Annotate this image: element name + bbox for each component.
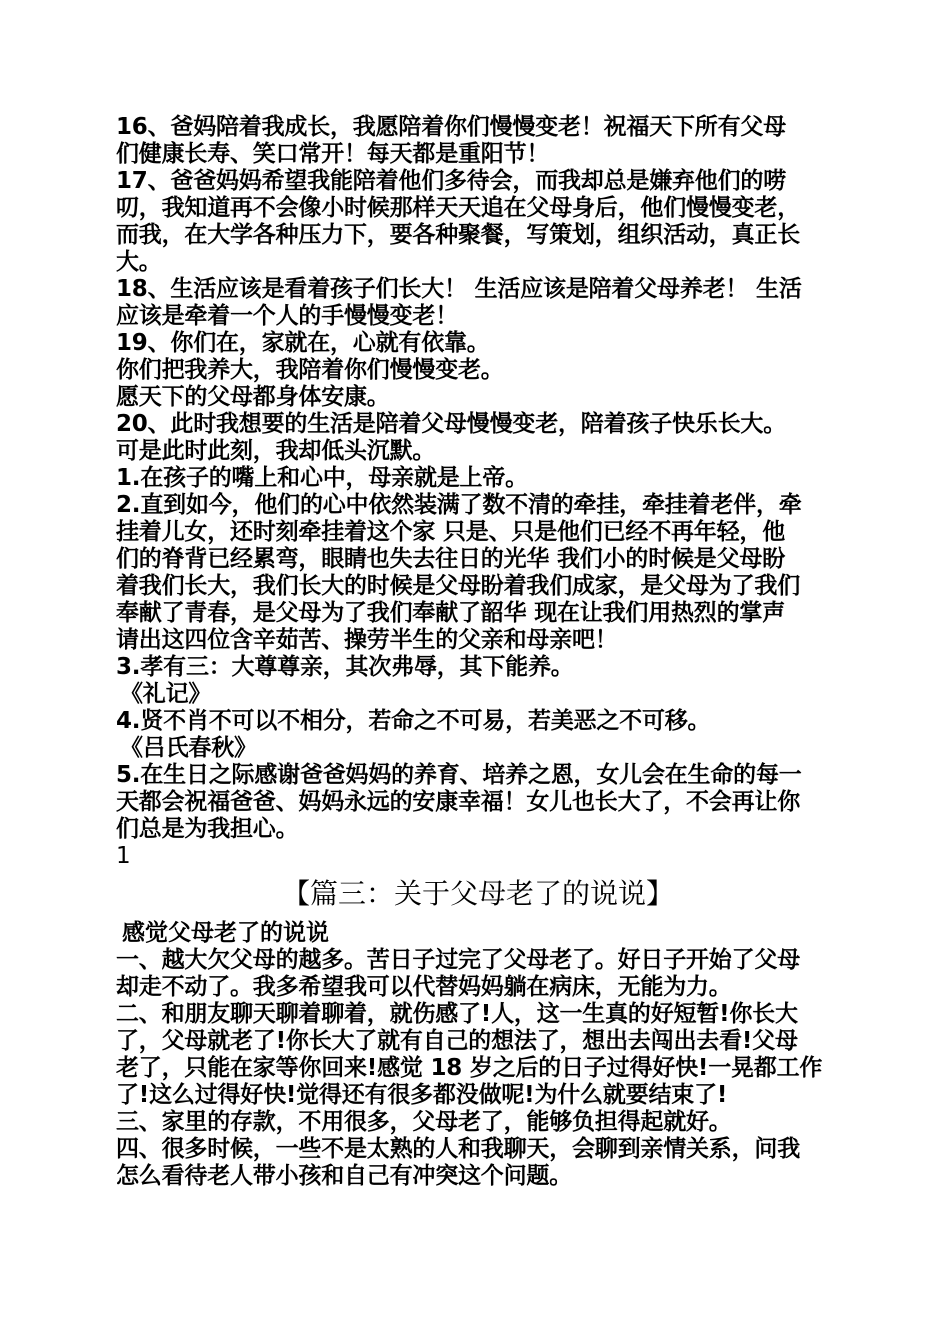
text-line: 愿天下的父母都身体安康。 [116, 384, 390, 410]
text-line: 1.在孩子的嘴上和心中，母亲就是上帝。 [116, 465, 528, 491]
text-line: 却走不动了。我多希望我可以代替妈妈躺在病床，无能为力。 [116, 974, 732, 1000]
subheading: 感觉父母老了的说说 [122, 920, 329, 946]
text-line: 20、此时我想要的生活是陪着父母慢慢变老，陪着孩子快乐长大。 [116, 411, 787, 437]
document-page [116, 114, 840, 1190]
text-line: 你们把我养大，我陪着你们慢慢变老。 [116, 357, 504, 383]
text-line: 一、越大欠父母的越多。苦日子过完了父母老了。好日子开始了父母 [116, 947, 801, 973]
text-line: 应该是牵着一个人的手慢慢变老！ [116, 303, 459, 329]
text-line: 老了，只能在家等你回来!感觉 18 岁之后的日子过得好快!一晃都工作 [116, 1055, 823, 1081]
text-line: 们健康长寿、笑口常开！每天都是重阳节！ [116, 141, 550, 167]
text-line: 16、爸妈陪着我成长，我愿陪着你们慢慢变老！祝福天下所有父母 [116, 114, 787, 140]
text-line: 叨，我知道再不会像小时候那样天天追在父母身后，他们慢慢变老， [116, 195, 801, 221]
text-line: 4.贤不肖不可以不相分，若命之不可易，若美恶之不可移。 [116, 708, 711, 734]
text-line: 5.在生日之际感谢爸爸妈妈的养育、培养之恩，女儿会在生命的每一 [116, 762, 802, 788]
citation: 《礼记》 [120, 681, 212, 707]
text-line: 大。 [116, 249, 162, 275]
text-line: 了，父母就老了!你长大了就有自己的想法了，想出去闯出去看!父母 [116, 1028, 798, 1054]
text-line: 2.直到如今，他们的心中依然装满了数不清的牵挂，牵挂着老伴，牵 [116, 492, 802, 518]
section-heading: 【篇三：关于父母老了的说说】 [281, 877, 674, 910]
text-line: 三、家里的存款，不用很多，父母老了，能够负担得起就好。 [116, 1109, 732, 1135]
text-line: 19、你们在，家就在，心就有依靠。 [116, 330, 490, 356]
page-number: 1 [116, 843, 131, 869]
text-line: 四、很多时候，一些不是太熟的人和我聊天，会聊到亲情关系，问我 [116, 1136, 801, 1162]
text-block-part1 [116, 114, 840, 843]
text-line: 天都会祝福爸爸、妈妈永远的安康幸福！女儿也长大了，不会再让你 [116, 789, 801, 815]
text-line: 可是此时此刻，我却低头沉默。 [116, 438, 436, 464]
citation: 《吕氏春秋》 [120, 735, 257, 761]
text-line: 着我们长大，我们长大的时候是父母盼着我们成家，是父母为了我们 [116, 573, 801, 599]
text-line: 3.孝有三：大尊尊亲，其次弗辱，其下能养。 [116, 654, 574, 680]
text-block-part2 [116, 947, 840, 1190]
text-line: 请出这四位含辛茹苦、操劳半生的父亲和母亲吧！ [116, 627, 618, 653]
text-line: 奉献了青春，是父母为了我们奉献了韶华 现在让我们用热烈的掌声 [116, 600, 786, 626]
text-line: 们的脊背已经累弯，眼睛也失去往日的光华 我们小的时候是父母盼 [116, 546, 786, 572]
text-line: 17、爸爸妈妈希望我能陪着他们多待会，而我却总是嫌弃他们的唠 [116, 168, 787, 194]
text-line: 而我，在大学各种压力下，要各种聚餐，写策划，组织活动，真正长 [116, 222, 801, 248]
text-line: 们总是为我担心。 [116, 816, 299, 842]
text-line: 二、和朋友聊天聊着聊着，就伤感了!人，这一生真的好短暂!你长大 [116, 1001, 798, 1027]
text-line: 了!这么过得好快!觉得还有很多都没做呢!为什么就要结束了! [116, 1082, 728, 1108]
text-line: 怎么看待老人带小孩和自己有冲突这个问题。 [116, 1163, 573, 1189]
text-line: 挂着儿女，还时刻牵挂着这个家 只是、只是他们已经不再年轻，他 [116, 519, 786, 545]
text-line: 18、生活应该是看着孩子们长大！ 生活应该是陪着父母养老！ 生活 [116, 276, 802, 302]
